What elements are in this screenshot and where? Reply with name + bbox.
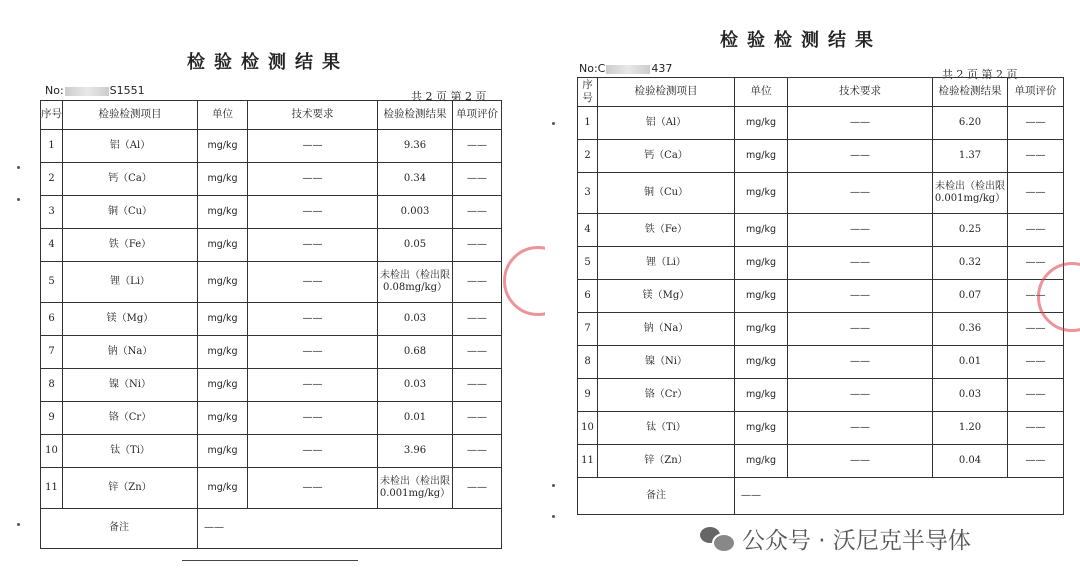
- table-row: [41, 303, 502, 336]
- remark-label: 备注: [578, 478, 735, 515]
- header-unit: 单位: [198, 101, 248, 130]
- table-row: [578, 173, 1064, 214]
- evaluation: ——: [1008, 173, 1064, 214]
- test-result: 0.003: [378, 196, 453, 229]
- header-evaluation: 单项评价: [453, 101, 502, 130]
- technical-requirement: ——: [788, 445, 933, 478]
- table-header-row: [41, 101, 502, 130]
- table-row: [578, 140, 1064, 173]
- test-result: 3.96: [378, 435, 453, 468]
- page-title: 检验检测结果: [187, 52, 349, 73]
- technical-requirement: ——: [788, 313, 933, 346]
- evaluation: ——: [1008, 247, 1064, 280]
- binding-hole: [17, 523, 20, 526]
- evaluation: ——: [453, 303, 502, 336]
- test-item: 铬（Cr）: [598, 379, 735, 412]
- test-result: 0.25: [933, 214, 1008, 247]
- row-number: 11: [578, 445, 598, 478]
- test-item: 铝（Al）: [63, 130, 198, 163]
- table-row: [578, 247, 1064, 280]
- technical-requirement: ——: [248, 303, 378, 336]
- evaluation: ——: [453, 262, 502, 303]
- table-row: [41, 468, 502, 509]
- evaluation: ——: [1008, 313, 1064, 346]
- evaluation: ——: [453, 402, 502, 435]
- report-page-left: [0, 0, 530, 581]
- test-result: 0.03: [933, 379, 1008, 412]
- technical-requirement: ——: [248, 468, 378, 509]
- row-number: 5: [41, 262, 63, 303]
- test-item: 镍（Ni）: [598, 346, 735, 379]
- test-result: 0.36: [933, 313, 1008, 346]
- remark-value: ——: [198, 509, 502, 549]
- page-info: 共 2 页 第 2 页: [942, 68, 1018, 81]
- evaluation: ——: [1008, 379, 1064, 412]
- page-info: 共 2 页 第 2 页: [411, 90, 487, 103]
- unit: mg/kg: [735, 140, 788, 173]
- table-body: [578, 107, 1064, 515]
- unit: mg/kg: [198, 196, 248, 229]
- table-row: [41, 336, 502, 369]
- test-result: 0.68: [378, 336, 453, 369]
- test-result: 6.20: [933, 107, 1008, 140]
- unit: mg/kg: [198, 468, 248, 509]
- technical-requirement: ——: [788, 379, 933, 412]
- row-number: 7: [41, 336, 63, 369]
- test-item: 铝（Al）: [598, 107, 735, 140]
- table-row: [578, 280, 1064, 313]
- evaluation: ——: [453, 196, 502, 229]
- unit: mg/kg: [198, 303, 248, 336]
- row-number: 3: [578, 173, 598, 214]
- table-row: [41, 402, 502, 435]
- row-number: 7: [578, 313, 598, 346]
- test-item: 钠（Na）: [63, 336, 198, 369]
- binding-hole: [17, 166, 20, 169]
- technical-requirement: ——: [788, 346, 933, 379]
- table-row: [41, 229, 502, 262]
- remark-row: [41, 509, 502, 549]
- technical-requirement: ——: [248, 163, 378, 196]
- table-header-row: [578, 78, 1064, 107]
- table-body: [41, 130, 502, 549]
- test-result: 9.36: [378, 130, 453, 163]
- test-result: 0.03: [378, 303, 453, 336]
- row-number: 10: [41, 435, 63, 468]
- row-number: 6: [41, 303, 63, 336]
- test-item: 铬（Cr）: [63, 402, 198, 435]
- unit: mg/kg: [735, 412, 788, 445]
- evaluation: ——: [1008, 412, 1064, 445]
- table-row: [578, 445, 1064, 478]
- test-result: 0.03: [378, 369, 453, 402]
- test-result: 0.01: [933, 346, 1008, 379]
- header-result: 检验检测结果: [378, 101, 453, 130]
- header-requirement: 技术要求: [248, 101, 378, 130]
- evaluation: ——: [1008, 107, 1064, 140]
- binding-hole: [552, 484, 555, 487]
- header-no: 序号: [41, 101, 63, 130]
- table-row: [578, 412, 1064, 445]
- evaluation: ——: [453, 435, 502, 468]
- results-table: [577, 77, 1064, 515]
- test-item: 钙（Ca）: [63, 163, 198, 196]
- test-item: 钙（Ca）: [598, 140, 735, 173]
- table-row: [41, 130, 502, 163]
- remark-row: [578, 478, 1064, 515]
- page-title: 检验检测结果: [720, 30, 882, 51]
- test-item: 镁（Mg）: [63, 303, 198, 336]
- header-no: 序号: [578, 78, 598, 107]
- unit: mg/kg: [735, 107, 788, 140]
- technical-requirement: ——: [248, 130, 378, 163]
- unit: mg/kg: [735, 379, 788, 412]
- watermark: [700, 520, 971, 556]
- remark-label: 备注: [41, 509, 198, 549]
- test-item: 钛（Ti）: [598, 412, 735, 445]
- test-result: 1.37: [933, 140, 1008, 173]
- unit: mg/kg: [198, 435, 248, 468]
- row-number: 11: [41, 468, 63, 509]
- redacted-number: [606, 65, 650, 74]
- test-item: 钠（Na）: [598, 313, 735, 346]
- header-requirement: 技术要求: [788, 78, 933, 107]
- test-item: 铜（Cu）: [598, 173, 735, 214]
- unit: mg/kg: [735, 445, 788, 478]
- technical-requirement: ——: [248, 336, 378, 369]
- wechat-icon: [700, 525, 734, 551]
- test-item: 钛（Ti）: [63, 435, 198, 468]
- test-result: 0.32: [933, 247, 1008, 280]
- binding-hole: [552, 122, 555, 125]
- redacted-number: [65, 87, 109, 96]
- technical-requirement: ——: [788, 173, 933, 214]
- remark-value: ——: [735, 478, 1064, 515]
- test-result: 0.34: [378, 163, 453, 196]
- row-number: 9: [578, 379, 598, 412]
- test-item: 锌（Zn）: [63, 468, 198, 509]
- test-result: 未检出（检出限0.08mg/kg）: [378, 262, 453, 303]
- test-result: 未检出（检出限0.001mg/kg）: [378, 468, 453, 509]
- test-item: 铜（Cu）: [63, 196, 198, 229]
- table-row: [578, 379, 1064, 412]
- watermark-text: 公众号 · 沃尼克半导体: [742, 527, 971, 554]
- table-row: [578, 313, 1064, 346]
- table-row: [578, 346, 1064, 379]
- technical-requirement: ——: [788, 247, 933, 280]
- header-evaluation: 单项评价: [1008, 78, 1064, 107]
- table-row: [578, 214, 1064, 247]
- test-item: 铁（Fe）: [63, 229, 198, 262]
- technical-requirement: ——: [248, 196, 378, 229]
- table-row: [41, 196, 502, 229]
- binding-hole: [17, 198, 20, 201]
- technical-requirement: ——: [788, 280, 933, 313]
- row-number: 10: [578, 412, 598, 445]
- row-number: 5: [578, 247, 598, 280]
- technical-requirement: ——: [248, 402, 378, 435]
- evaluation: ——: [453, 369, 502, 402]
- unit: mg/kg: [735, 313, 788, 346]
- technical-requirement: ——: [788, 140, 933, 173]
- unit: mg/kg: [198, 130, 248, 163]
- unit: mg/kg: [198, 262, 248, 303]
- evaluation: ——: [453, 468, 502, 509]
- binding-hole: [552, 515, 555, 518]
- unit: mg/kg: [198, 229, 248, 262]
- unit: mg/kg: [735, 247, 788, 280]
- row-number: 8: [578, 346, 598, 379]
- evaluation: ——: [453, 229, 502, 262]
- evaluation: ——: [1008, 280, 1064, 313]
- technical-requirement: ——: [788, 214, 933, 247]
- row-number: 1: [578, 107, 598, 140]
- unit: mg/kg: [735, 173, 788, 214]
- table-row: [41, 369, 502, 402]
- unit: mg/kg: [198, 402, 248, 435]
- report-page-right: [545, 0, 1080, 581]
- evaluation: ——: [453, 336, 502, 369]
- header-unit: 单位: [735, 78, 788, 107]
- test-item: 锌（Zn）: [598, 445, 735, 478]
- test-result: 未检出（检出限0.001mg/kg）: [933, 173, 1008, 214]
- header-item: 检验检测项目: [598, 78, 735, 107]
- evaluation: ——: [1008, 140, 1064, 173]
- unit: mg/kg: [198, 369, 248, 402]
- row-number: 4: [41, 229, 63, 262]
- header-result: 检验检测结果: [933, 78, 1008, 107]
- table-row: [41, 435, 502, 468]
- test-item: 镍（Ni）: [63, 369, 198, 402]
- page-bottom-edge: [182, 560, 358, 561]
- table-row: [41, 163, 502, 196]
- row-number: 2: [578, 140, 598, 173]
- technical-requirement: ——: [788, 412, 933, 445]
- evaluation: ——: [453, 163, 502, 196]
- row-number: 9: [41, 402, 63, 435]
- row-number: 3: [41, 196, 63, 229]
- test-result: 0.05: [378, 229, 453, 262]
- row-number: 2: [41, 163, 63, 196]
- unit: mg/kg: [735, 280, 788, 313]
- test-result: 0.07: [933, 280, 1008, 313]
- header-item: 检验检测项目: [63, 101, 198, 130]
- technical-requirement: ——: [788, 107, 933, 140]
- test-item: 镁（Mg）: [598, 280, 735, 313]
- evaluation: ——: [1008, 346, 1064, 379]
- technical-requirement: ——: [248, 369, 378, 402]
- evaluation: ——: [1008, 445, 1064, 478]
- table-row: [578, 107, 1064, 140]
- technical-requirement: ——: [248, 262, 378, 303]
- test-item: 锂（Li）: [598, 247, 735, 280]
- unit: mg/kg: [198, 336, 248, 369]
- test-item: 锂（Li）: [63, 262, 198, 303]
- row-number: 4: [578, 214, 598, 247]
- technical-requirement: ——: [248, 435, 378, 468]
- test-result: 0.04: [933, 445, 1008, 478]
- row-number: 6: [578, 280, 598, 313]
- table-row: [41, 262, 502, 303]
- unit: mg/kg: [735, 214, 788, 247]
- evaluation: ——: [1008, 214, 1064, 247]
- unit: mg/kg: [735, 346, 788, 379]
- document-number: No: S1551: [45, 84, 145, 97]
- test-item: 铁（Fe）: [598, 214, 735, 247]
- technical-requirement: ——: [248, 229, 378, 262]
- unit: mg/kg: [198, 163, 248, 196]
- evaluation: ——: [453, 130, 502, 163]
- row-number: 1: [41, 130, 63, 163]
- test-result: 1.20: [933, 412, 1008, 445]
- results-table: [40, 100, 502, 549]
- row-number: 8: [41, 369, 63, 402]
- test-result: 0.01: [378, 402, 453, 435]
- document-number: No:C 437: [579, 62, 673, 75]
